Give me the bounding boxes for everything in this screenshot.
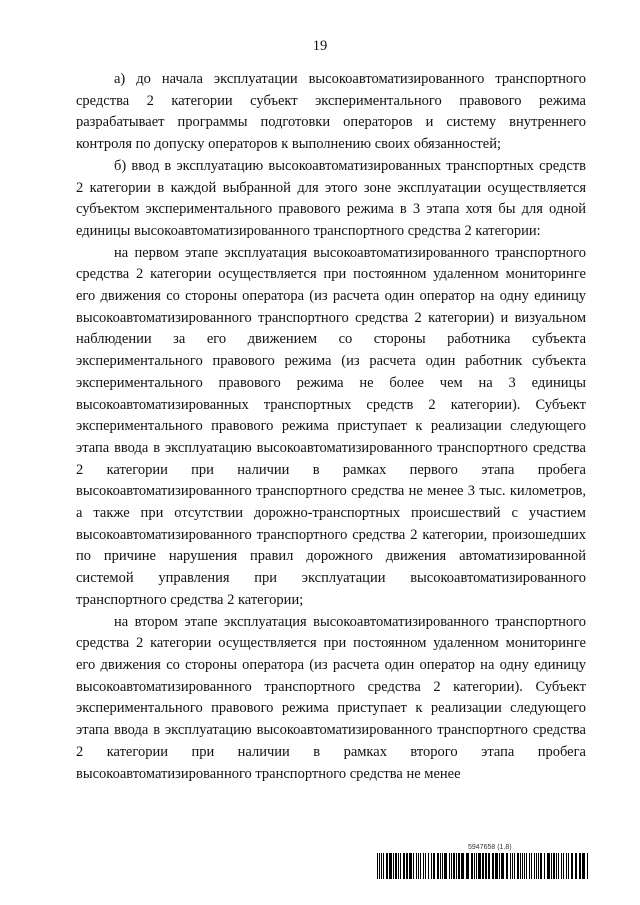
document-body (76, 69, 586, 785)
page-number: 19 (312, 38, 328, 54)
paragraph-a: а) до начала эксплуатации высокоавтоматизированного транспортного средства 2 категории субъект экспериментального правового режима разрабатывает программы подготовки операторов и систему внутреннего контроля по допуску операторов к выполнению своих обязанностей; (76, 71, 586, 153)
paragraph-b: б) ввод в эксплуатацию высокоавтоматизированных транспортных средств 2 категории в каждой выбранной для этого зоне эксплуатации осуществляется субъектом экспериментального правового режима в 3 этапа хотя бы для одной единицы высокоавтоматизированного транспортного средства 2 категории: (76, 157, 586, 239)
paragraph-stage-two: на втором этапе эксплуатация высокоавтоматизированного транспортного средства 2 категории осуществляется при постоянном удаленном мониторинге его движения со стороны оператора (из расчета один оператор на одну единицу высокоавтоматизированного транспортного средства 2 категории). Субъект экспериментального правового режима приступает к реализации следующего этапа ввода в эксплуатацию высокоавтоматизированного транспортного средства 2 категории при наличии в рамках второго этапа пробега высокоавтоматизированного транспортного средства не менее (76, 613, 586, 782)
barcode-icon (377, 853, 589, 879)
paragraph-stage-one: на первом этапе эксплуатация высокоавтоматизированного транспортного средства 2 категории осуществляется при постоянном удаленном мониторинге его движения со стороны оператора (из расчета один оператор на одну единицу высокоавтоматизированного транспортного средства 2 категории) и визуальном наблюдении за его движением со стороны работника субъекта экспериментального правового режима (из расчета один работник субъекта экспериментального правового режима не более чем на 3 единицы высокоавтоматизированных транспортных средств 2 категории). Субъект экспериментального правового режима приступает к реализации следующего этапа ввода в эксплуатацию высокоавтоматизированного транспортного средства 2 категории при наличии в рамках первого этапа пробега высокоавтоматизированного транспортного средства не менее 3 тыс. километров, а также при отсутствии дорожно-транспортных происшествий с участием высокоавтоматизированного транспортного средства 2 категории, произошедших по причине нарушения правил дорожного движения автоматизированной системой управления при эксплуатации высокоавтоматизированного транспортного средства 2 категории; (76, 244, 586, 608)
document-code: 5947658 (1.8) (468, 844, 512, 851)
